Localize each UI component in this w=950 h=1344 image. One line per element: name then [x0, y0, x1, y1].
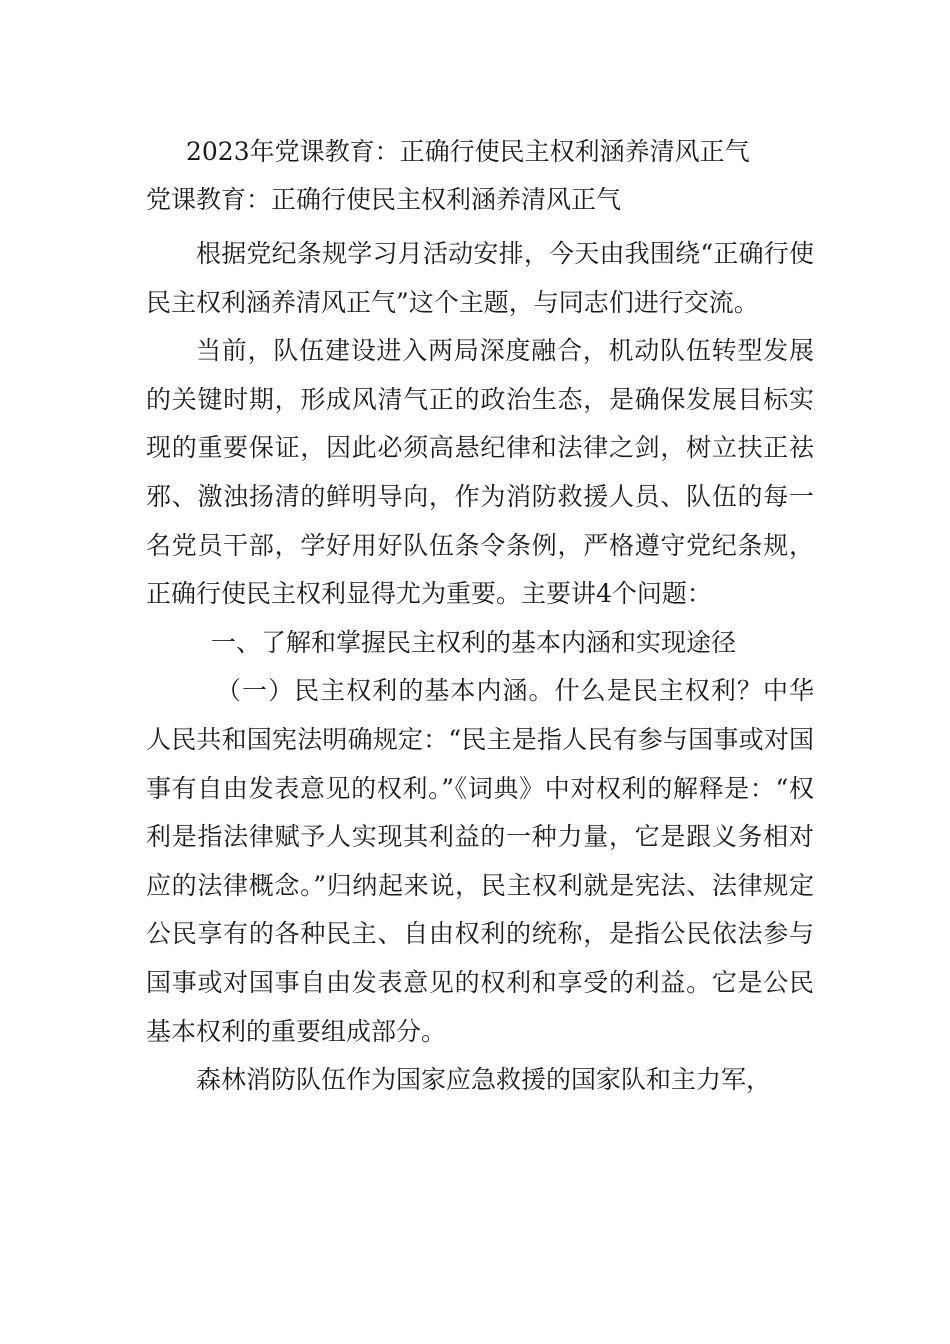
section-heading-1: 一、了解和掌握民主权利的基本内涵和实现途径 — [211, 627, 737, 657]
document-subtitle: 党课教育：正确行使民主权利涵养清风正气 — [146, 185, 622, 214]
document-body — [146, 230, 814, 1105]
paragraph-intro: 根据党纪条规学习月活动安排，今天由我围绕“正确行使民主权利涵养清风正气”这个主题，与同志们进行交流。 — [146, 239, 814, 317]
paragraph-definition: （一）民主权利的基本内涵。什么是民主权利？中华人民共和国宪法明确规定：“民主是指人民有参与国事或对国事有自由发表意见的权利。”《词典》中对权利的解释是：“权利是指法律赋予人实现其利益的一种力量，它是跟义务相对应的法律概念。”归纳起来说，民主权利就是宪法、法律规定公民享有的各种民主、自由权利的统称，是指公民依法参与国事或对国事自由发表意见的权利和享受的利益。它是公民基本权利的重要组成部分。 — [146, 676, 814, 1046]
document-title: 2023年党课教育：正确行使民主权利涵养清风正气 — [186, 137, 750, 166]
paragraph-background: 当前，队伍建设进入两局深度融合，机动队伍转型发展的关键时期，形成风清气正的政治生态，是确保发展目标实现的重要保证，因此必须高悬纪律和法律之剑，树立扶正祛邪、激浊扬清的鲜明导向，作为消防救援人员、队伍的每一名党员干部，学好用好队伍条令条例，严格遵守党纪条规，正确行使民主权利显得尤为重要。主要讲4个问题： — [146, 336, 814, 609]
paragraph-forest-fire: 森林消防队伍作为国家应急救援的国家队和主力军， — [196, 1065, 772, 1095]
